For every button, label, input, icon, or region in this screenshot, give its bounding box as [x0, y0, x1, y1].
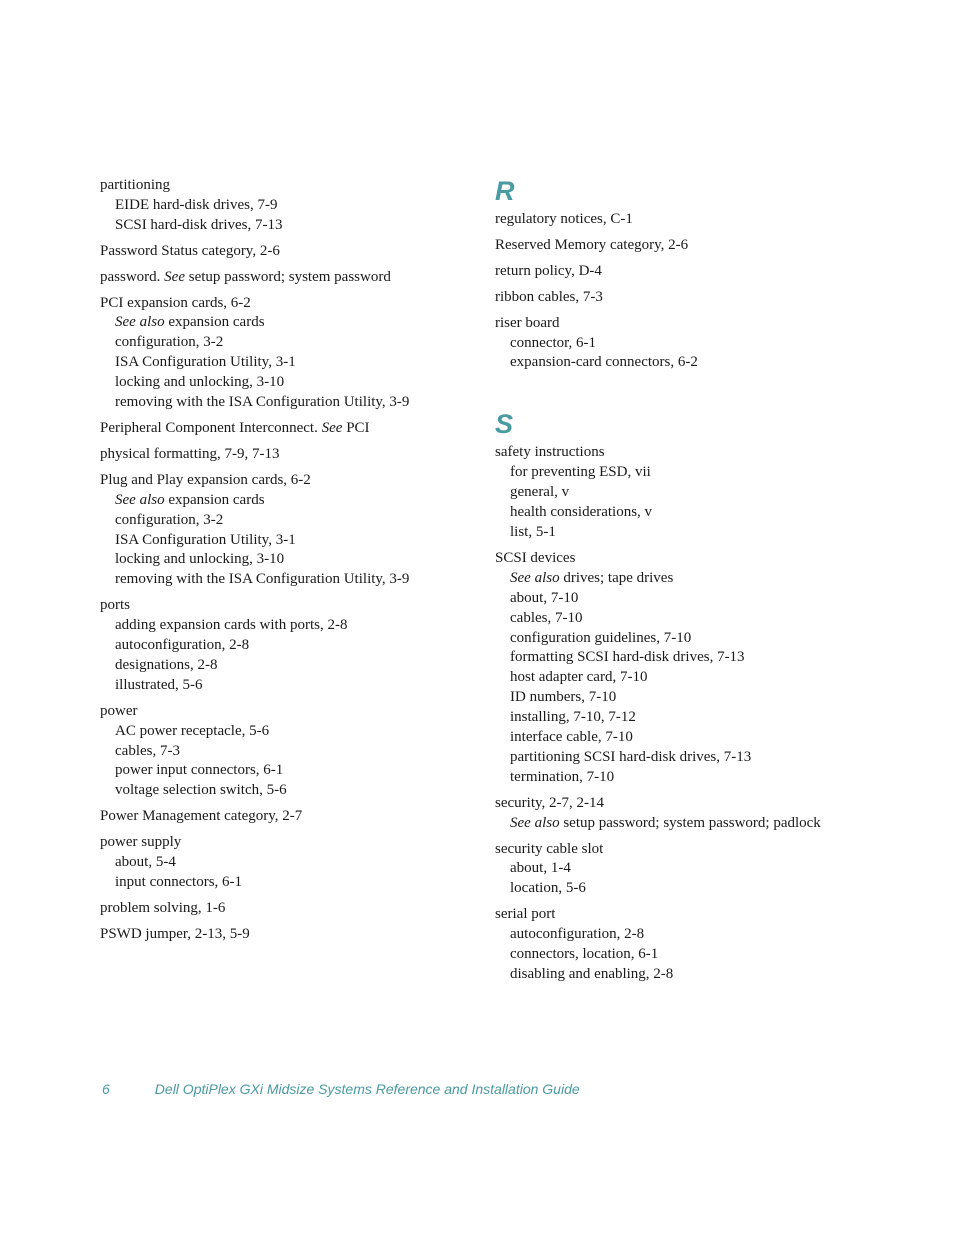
page-footer — [102, 1081, 580, 1097]
index-term: security cable slot — [495, 840, 604, 857]
index-term: problem solving, 1-6 — [100, 899, 226, 916]
index-subentry: configuration, 3-2 — [115, 511, 224, 528]
index-term: SCSI devices — [495, 549, 576, 566]
reference-target: drives; tape drives — [559, 569, 674, 586]
index-subentry: voltage selection switch, 5-6 — [115, 782, 287, 799]
index-entry — [100, 899, 470, 919]
see-reference: See also — [115, 491, 165, 508]
index-term: return policy, D-4 — [495, 262, 602, 279]
index-subentry: about, 1-4 — [510, 860, 571, 877]
index-entry — [100, 445, 470, 465]
index-subentry: removing with the ISA Configuration Utility, 3-9 — [115, 571, 410, 588]
index-entry — [100, 596, 470, 696]
index-entry — [495, 210, 905, 230]
see-reference: See also — [510, 814, 560, 831]
index-term: ribbon cables, 7-3 — [495, 288, 603, 305]
index-term: power supply — [100, 834, 182, 851]
reference-target: setup password; system password; padlock — [559, 814, 821, 831]
index-entry — [100, 242, 470, 262]
reference-target: PCI — [342, 419, 370, 436]
index-subentry: ID numbers, 7-10 — [510, 689, 617, 706]
index-subentry: about, 7-10 — [510, 589, 579, 606]
index-subentry: expansion-card connectors, 6-2 — [510, 354, 698, 371]
index-entry — [495, 314, 905, 374]
index-subentry: configuration, 3-2 — [115, 334, 224, 351]
index-entry — [100, 268, 470, 288]
index-subentry: list, 5-1 — [510, 523, 556, 540]
index-subentry: partitioning SCSI hard-disk drives, 7-13 — [510, 748, 752, 765]
index-subentry: formatting SCSI hard-disk drives, 7-13 — [510, 649, 745, 666]
index-subentry: ISA Configuration Utility, 3-1 — [115, 354, 296, 371]
reference-target: expansion cards — [164, 491, 265, 508]
reference-target: setup password; system password — [185, 268, 391, 285]
index-term: Plug and Play expansion cards, 6-2 — [100, 471, 311, 488]
footer-title: Dell OptiPlex GXi Midsize Systems Reference and Installation Guide — [154, 1081, 580, 1097]
index-entry — [495, 262, 905, 282]
index-subentry: termination, 7-10 — [510, 768, 615, 785]
index-subentry: autoconfiguration, 2-8 — [510, 926, 645, 943]
index-subentry: adding expansion cards with ports, 2-8 — [115, 617, 348, 634]
index-subentry: host adapter card, 7-10 — [510, 669, 648, 686]
index-subentry: connector, 6-1 — [510, 334, 597, 351]
index-entry — [100, 176, 470, 236]
index-entry — [100, 419, 470, 439]
entry-text: password. — [100, 268, 165, 285]
section-s-entries — [495, 443, 905, 985]
index-subentry: locking and unlocking, 3-10 — [115, 374, 285, 391]
index-entry — [495, 443, 905, 543]
index-subentry: for preventing ESD, vii — [510, 464, 651, 481]
see-reference: See — [321, 419, 343, 436]
index-subentry: cables, 7-10 — [510, 609, 583, 626]
index-entry — [100, 833, 470, 893]
index-term: riser board — [495, 314, 560, 331]
index-subentry: designations, 2-8 — [115, 656, 218, 673]
index-subentry: configuration guidelines, 7-10 — [510, 629, 692, 646]
index-subentry: AC power receptacle, 5-6 — [115, 722, 270, 739]
index-term: ports — [100, 597, 130, 614]
index-term — [100, 419, 470, 439]
index-term: power — [100, 702, 138, 719]
see-reference: See also — [510, 569, 560, 586]
index-term: security, 2-7, 2-14 — [495, 794, 604, 811]
index-subentry: health considerations, v — [510, 504, 653, 521]
entry-text: Peripheral Component Interconnect. — [100, 419, 322, 436]
index-subentry: EIDE hard-disk drives, 7-9 — [115, 196, 278, 213]
index-column-left — [100, 176, 470, 951]
index-subentry: connectors, location, 6-1 — [510, 946, 659, 963]
index-subentry: location, 5-6 — [510, 880, 586, 897]
section-letter-s: S — [495, 409, 514, 440]
page-number: 6 — [102, 1081, 110, 1097]
index-term: PCI expansion cards, 6-2 — [100, 294, 251, 311]
index-subentry: installing, 7-10, 7-12 — [510, 709, 636, 726]
index-entry — [495, 840, 905, 900]
reference-target: expansion cards — [164, 314, 265, 331]
see-reference: See — [164, 268, 185, 285]
index-term: physical formatting, 7-9, 7-13 — [100, 445, 280, 462]
index-subentry: power input connectors, 6-1 — [115, 762, 284, 779]
see-reference: See also — [115, 314, 165, 331]
index-entry — [495, 794, 905, 834]
index-entry — [100, 807, 470, 827]
index-entry — [495, 549, 905, 788]
index-subentry: SCSI hard-disk drives, 7-13 — [115, 216, 283, 233]
index-term: partitioning — [100, 177, 170, 193]
index-subentry: ISA Configuration Utility, 3-1 — [115, 531, 296, 548]
index-subentry: illustrated, 5-6 — [115, 676, 203, 693]
index-term: regulatory notices, C-1 — [495, 211, 633, 227]
index-entry — [495, 905, 905, 985]
index-subentry: interface cable, 7-10 — [510, 729, 633, 746]
index-entry — [100, 925, 470, 945]
index-entry — [495, 236, 905, 256]
index-subentry: disabling and enabling, 2-8 — [510, 966, 674, 982]
index-subentry — [495, 814, 905, 834]
index-term: Reserved Memory category, 2-6 — [495, 236, 689, 253]
index-column-right — [495, 176, 905, 991]
index-subentry: general, v — [510, 484, 570, 501]
index-subentry: autoconfiguration, 2-8 — [115, 637, 250, 654]
index-entry — [100, 471, 470, 590]
index-term: safety instructions — [495, 444, 605, 461]
index-subentry: cables, 7-3 — [115, 742, 180, 759]
index-term: Power Management category, 2-7 — [100, 808, 303, 825]
index-subentry — [495, 569, 905, 589]
index-term: PSWD jumper, 2-13, 5-9 — [100, 925, 250, 942]
section-r-entries — [495, 210, 905, 373]
index-subentry — [100, 313, 470, 333]
index-subentry: locking and unlocking, 3-10 — [115, 551, 285, 568]
index-entry — [495, 288, 905, 308]
index-term: serial port — [495, 906, 556, 923]
index-entry — [100, 702, 470, 802]
index-term: Password Status category, 2-6 — [100, 242, 280, 259]
index-subentry — [100, 491, 470, 511]
index-subentry: about, 5-4 — [115, 854, 176, 871]
index-term — [100, 268, 470, 288]
index-subentry: removing with the ISA Configuration Utility, 3-9 — [115, 394, 410, 411]
index-entry — [100, 294, 470, 413]
index-subentry: input connectors, 6-1 — [115, 874, 243, 890]
section-letter-r: R — [495, 176, 515, 206]
